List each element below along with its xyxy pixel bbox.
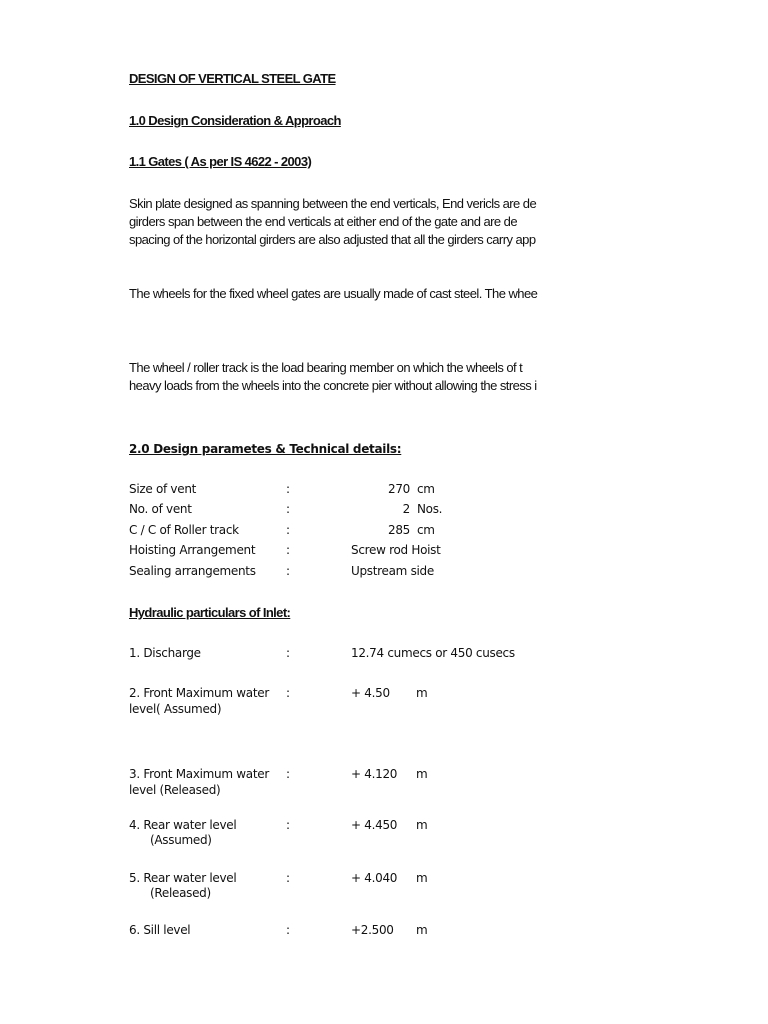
- hydraulic-label: 1. Discharge: [129, 646, 201, 660]
- paragraph-wheels: [129, 285, 557, 303]
- hydraulic-label: 2. Front Maximum water: [129, 686, 269, 700]
- paragraph-line: The wheel / roller track is the load bearing member on which the wheels of t: [129, 360, 523, 375]
- param-label: Size of vent: [129, 482, 197, 496]
- param-value: 285: [387, 523, 410, 537]
- hydraulic-unit: m: [416, 923, 428, 937]
- paragraph-roller-track: [129, 359, 557, 395]
- paragraph-skin-plate: [129, 195, 557, 249]
- hydraulic-label: 6. Sill level: [129, 923, 191, 937]
- hydraulic-unit: m: [416, 686, 428, 700]
- param-unit: cm: [417, 523, 435, 537]
- hydraulic-colon: :: [286, 767, 290, 781]
- hydraulic-unit: m: [416, 871, 428, 885]
- param-label: C / C of Roller track: [129, 523, 239, 537]
- param-label: Sealing arrangements: [129, 564, 256, 578]
- section-2-heading: 2.0 Design parametes & Technical details:: [129, 442, 402, 456]
- hydraulic-colon: :: [286, 923, 290, 937]
- hydraulic-label: 4. Rear water level: [129, 818, 237, 832]
- hydraulic-colon: :: [286, 686, 290, 700]
- paragraph-line: The wheels for the fixed wheel gates are usually made of cast steel. The whee: [129, 286, 538, 301]
- hydraulic-colon: :: [286, 871, 290, 885]
- paragraph-line: heavy loads from the wheels into the concrete pier without allowing the stress i: [129, 378, 537, 393]
- hydraulic-label: 5. Rear water level: [129, 871, 237, 885]
- param-colon: :: [286, 482, 290, 496]
- hydraulic-unit: m: [416, 818, 428, 832]
- param-colon: :: [286, 523, 290, 537]
- paragraph-line: Skin plate designed as spanning between the end verticals, End vericls are de: [129, 196, 537, 211]
- param-text: Upstream side: [351, 564, 434, 578]
- param-unit: cm: [417, 482, 435, 496]
- hydraulic-value: 12.74 cumecs or 450 cusecs: [351, 646, 515, 660]
- param-label: Hoisting Arrangement: [129, 543, 256, 557]
- param-label: No. of vent: [129, 502, 192, 516]
- hydraulic-label: 3. Front Maximum water: [129, 767, 269, 781]
- hydraulic-value: + 4.040: [351, 871, 398, 885]
- hydraulic-colon: :: [286, 818, 290, 832]
- hydraulic-colon: :: [286, 646, 290, 660]
- hydraulic-unit: m: [416, 767, 428, 781]
- paragraph-line: girders span between the end verticals at either end of the gate and are de: [129, 214, 518, 229]
- hydraulic-value: + 4.50: [351, 686, 390, 700]
- hydraulic-value: +2.500: [351, 923, 394, 937]
- param-colon: :: [286, 502, 290, 516]
- hydraulic-label-cont: (Released): [150, 886, 211, 900]
- param-unit: Nos.: [417, 502, 443, 516]
- param-colon: :: [286, 543, 290, 557]
- hydraulic-label-cont: level (Released): [129, 783, 221, 797]
- paragraph-line: spacing of the horizontal girders are also adjusted that all the girders carry app: [129, 232, 536, 247]
- document-title: DESIGN OF VERTICAL STEEL GATE: [129, 71, 336, 86]
- param-text: Screw rod Hoist: [351, 543, 441, 557]
- section-1-heading: 1.0 Design Consideration & Approach: [129, 113, 341, 128]
- param-value: 2: [402, 502, 410, 516]
- section-1-1-heading: 1.1 Gates ( As per IS 4622 - 2003): [129, 154, 312, 169]
- hydraulic-heading: Hydraulic particulars of Inlet:: [129, 605, 291, 620]
- hydraulic-label-cont: (Assumed): [150, 833, 212, 847]
- param-value: 270: [387, 482, 410, 496]
- hydraulic-value: + 4.450: [351, 818, 398, 832]
- hydraulic-label-cont: level( Assumed): [129, 702, 222, 716]
- param-colon: :: [286, 564, 290, 578]
- hydraulic-value: + 4.120: [351, 767, 398, 781]
